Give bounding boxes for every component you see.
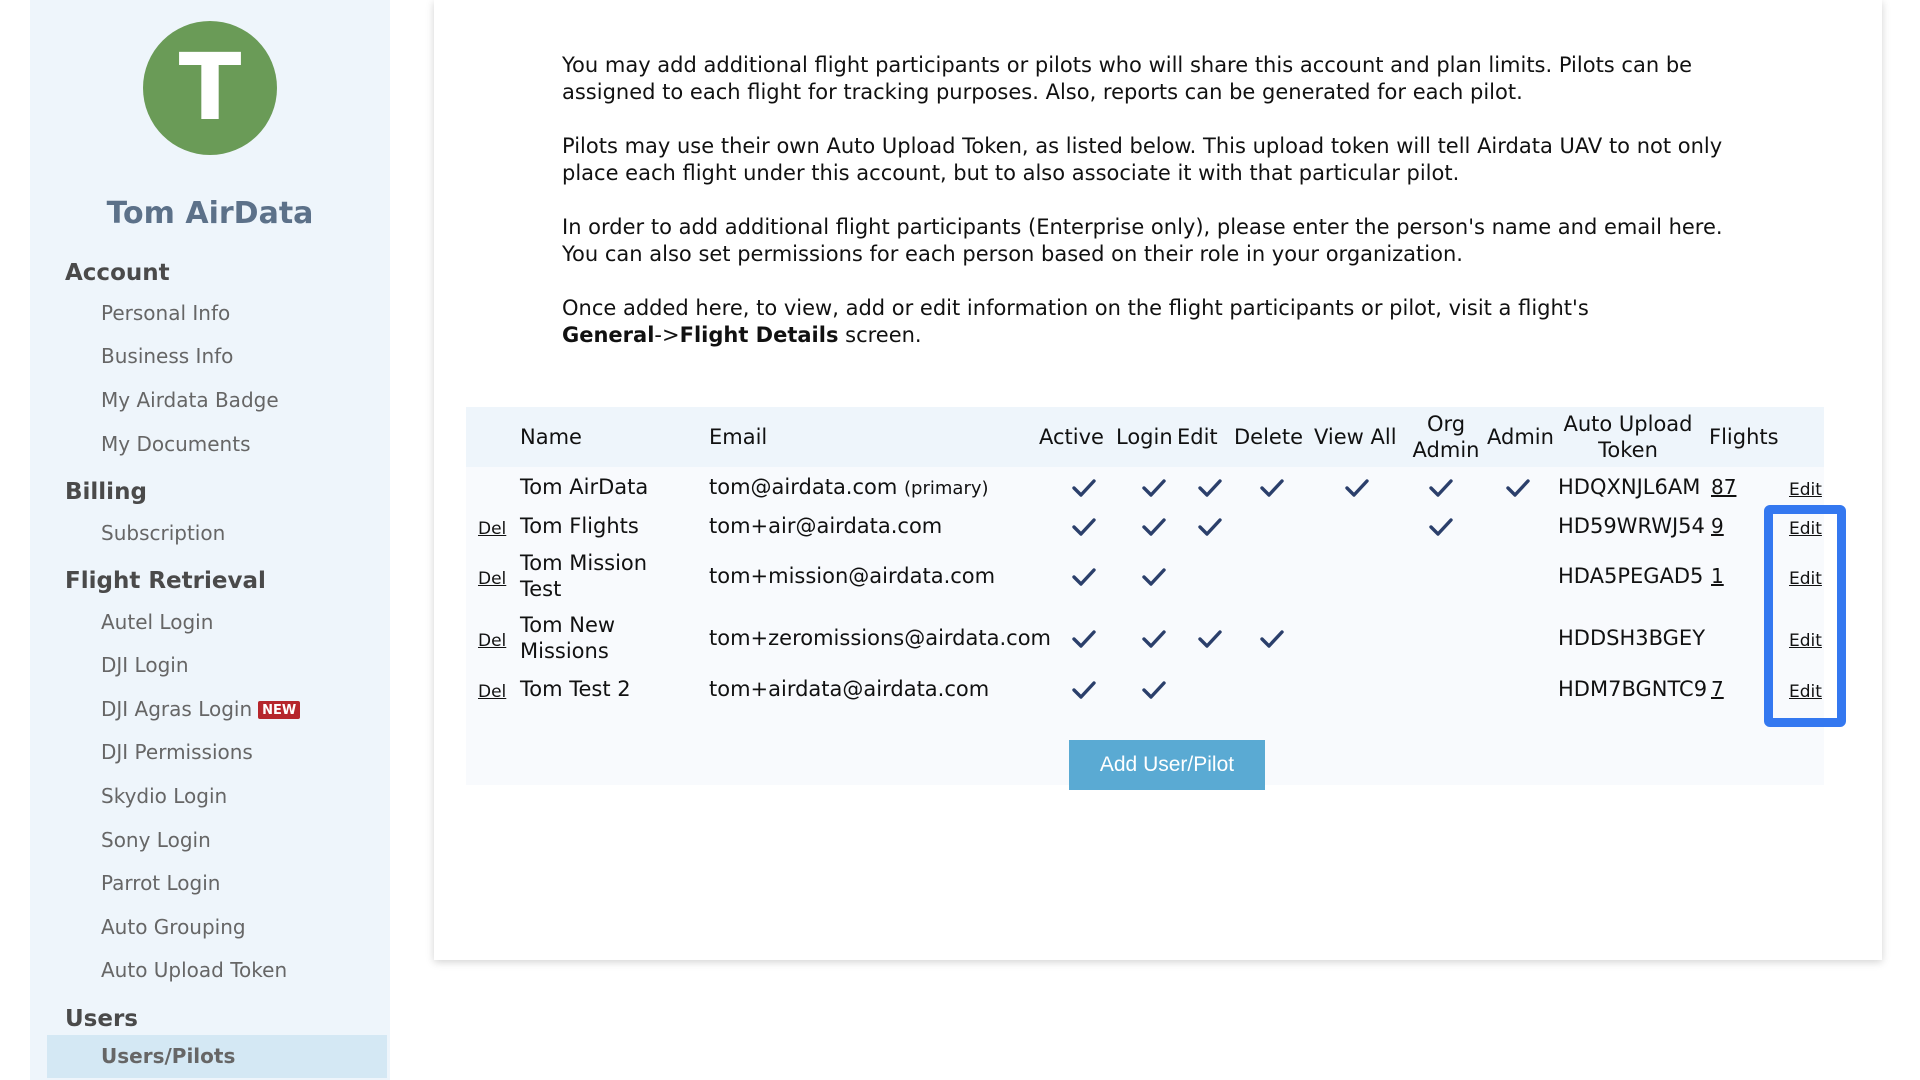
check-icon — [1197, 478, 1223, 498]
row-1-email — [709, 474, 989, 502]
delete-link[interactable]: Del — [478, 682, 507, 702]
header-login: Login — [1116, 425, 1173, 449]
general-label: General — [562, 323, 655, 347]
row-1-flights-link[interactable] — [1711, 474, 1736, 500]
row-2-del-link[interactable] — [478, 514, 506, 542]
row-5-token: HDM7BGNTC9 — [1558, 677, 1708, 701]
header-active: Active — [1039, 425, 1104, 449]
edit-link[interactable]: Edit — [1789, 480, 1822, 500]
row-5-email: tom+airdata@airdata.com — [709, 677, 990, 701]
check-icon — [1071, 567, 1097, 587]
sidebar-item-personal-info[interactable]: Personal Info — [101, 301, 231, 325]
row-3-name-line1: Tom Mission — [520, 551, 648, 575]
check-icon — [1071, 629, 1097, 649]
intro-text-span: screen. — [838, 323, 922, 347]
sidebar-item-users-pilots[interactable]: Users/Pilots — [47, 1035, 387, 1078]
delete-link[interactable]: Del — [478, 569, 507, 589]
sidebar-item-label: DJI Agras Login — [101, 697, 253, 721]
check-icon — [1071, 517, 1097, 537]
arrow-text: -> — [654, 323, 680, 347]
row-3-email: tom+mission@airdata.com — [709, 564, 996, 588]
primary-label: (primary) — [904, 478, 989, 499]
row-5-del-link[interactable] — [478, 677, 506, 705]
header-org-admin-line2: Admin — [1412, 438, 1480, 462]
row-5-name: Tom Test 2 — [520, 677, 631, 701]
delete-link[interactable]: Del — [478, 519, 507, 539]
intro-paragraph: You may add additional flight participants or pilots who will share this account and plan limits. Pilots can be assigned to each flight for tracking purposes. Also, reports can be generated for each pilot. — [562, 53, 1693, 104]
sidebar-item-parrot-login[interactable]: Parrot Login — [101, 871, 221, 895]
header-admin: Admin — [1487, 425, 1554, 449]
row-1-email-text: tom@airdata.com — [709, 475, 898, 499]
section-title-billing: Billing — [65, 479, 147, 505]
new-badge: NEW — [258, 701, 300, 719]
row-2-email: tom+air@airdata.com — [709, 514, 943, 538]
check-icon — [1428, 517, 1454, 537]
row-2-flights-link[interactable] — [1711, 513, 1724, 539]
row-5-flights-link[interactable] — [1711, 676, 1724, 702]
intro-text — [562, 52, 1762, 376]
row-3-token: HDA5PEGAD5 — [1558, 564, 1704, 588]
flights-count[interactable]: 1 — [1711, 564, 1724, 588]
avatar[interactable]: T — [143, 21, 277, 155]
intro-text-span: Once added here, to view, add or edit information on the flight participants or pilot, visit a flight's — [562, 296, 1589, 320]
flights-count[interactable]: 87 — [1711, 475, 1737, 499]
edit-column-highlight — [1764, 505, 1846, 727]
header-auto-upload-token — [1558, 411, 1698, 463]
row-4-del-link[interactable] — [478, 626, 506, 654]
row-4-name-line2: Missions — [520, 639, 609, 663]
check-icon — [1071, 478, 1097, 498]
header-email: Email — [709, 425, 768, 449]
check-icon — [1197, 517, 1223, 537]
delete-link[interactable]: Del — [478, 631, 507, 651]
header-org-admin — [1411, 411, 1481, 463]
row-1-token: HDQXNJL6AM — [1558, 475, 1701, 499]
row-3-name — [520, 550, 647, 602]
intro-paragraph: Pilots may use their own Auto Upload Token, as listed below. This upload token will tell Airdata UAV to not only place each flight under this account, but to also associate it with that particular pilot. — [562, 134, 1723, 185]
row-1-name: Tom AirData — [520, 475, 649, 499]
row-4-name-line1: Tom New — [520, 613, 616, 637]
sidebar-item-dji-agras-login[interactable] — [101, 697, 300, 721]
sidebar-item-auto-upload-token[interactable]: Auto Upload Token — [101, 958, 288, 982]
intro-paragraph: In order to add additional flight participants (Enterprise only), please enter the person's name and email here. You can also set permissions for each person based on their role in your organization. — [562, 215, 1723, 266]
check-icon — [1141, 567, 1167, 587]
check-icon — [1141, 629, 1167, 649]
users-table — [466, 407, 1824, 785]
check-icon — [1141, 680, 1167, 700]
check-icon — [1344, 478, 1370, 498]
flights-count[interactable]: 9 — [1711, 514, 1724, 538]
flights-count[interactable]: 7 — [1711, 677, 1724, 701]
sidebar — [30, 0, 390, 1080]
row-1-edit-link[interactable] — [1789, 475, 1822, 503]
edit-link[interactable]: Edit — [1789, 631, 1822, 651]
intro-paragraph — [562, 295, 1762, 349]
row-3-flights-link[interactable] — [1711, 563, 1724, 589]
header-edit: Edit — [1177, 425, 1218, 449]
edit-link[interactable]: Edit — [1789, 569, 1822, 589]
sidebar-item-sony-login[interactable]: Sony Login — [101, 828, 211, 852]
row-3-del-link[interactable] — [478, 564, 506, 592]
header-token-line2: Token — [1598, 438, 1658, 462]
sidebar-item-business-info[interactable]: Business Info — [101, 344, 234, 368]
row-4-email: tom+zeromissions@airdata.com — [709, 626, 1051, 650]
row-3-name-line2: Test — [520, 577, 562, 601]
sidebar-item-autel-login[interactable]: Autel Login — [101, 610, 214, 634]
header-flights: Flights — [1709, 425, 1779, 449]
check-icon — [1141, 478, 1167, 498]
sidebar-item-airdata-badge[interactable]: My Airdata Badge — [101, 388, 279, 412]
row-4-token: HDDSH3BGEY — [1558, 626, 1706, 650]
table-header — [466, 407, 1824, 467]
sidebar-item-dji-permissions[interactable]: DJI Permissions — [101, 740, 253, 764]
row-2-token: HD59WRWJ54 — [1558, 514, 1705, 538]
section-title-account: Account — [65, 260, 170, 286]
header-org-admin-line1: Org — [1426, 412, 1466, 436]
check-icon — [1071, 680, 1097, 700]
sidebar-item-auto-grouping[interactable]: Auto Grouping — [101, 915, 246, 939]
edit-link[interactable]: Edit — [1789, 519, 1822, 539]
header-view-all: View All — [1314, 425, 1397, 449]
profile-name: Tom AirData — [106, 196, 314, 231]
flight-details-label: Flight Details — [679, 323, 839, 347]
check-icon — [1428, 478, 1454, 498]
header-token-line1: Auto Upload — [1563, 412, 1693, 436]
edit-link[interactable]: Edit — [1789, 682, 1822, 702]
check-icon — [1259, 478, 1285, 498]
sidebar-item-documents[interactable]: My Documents — [101, 432, 251, 456]
check-icon — [1197, 629, 1223, 649]
section-title-flight-retrieval: Flight Retrieval — [65, 568, 266, 594]
add-user-pilot-button[interactable]: Add User/Pilot — [1069, 740, 1265, 790]
sidebar-item-subscription[interactable]: Subscription — [101, 521, 226, 545]
header-name: Name — [520, 425, 582, 449]
sidebar-item-skydio-login[interactable]: Skydio Login — [101, 784, 228, 808]
check-icon — [1259, 629, 1285, 649]
check-icon — [1505, 478, 1531, 498]
section-title-users: Users — [65, 1006, 138, 1032]
row-2-name: Tom Flights — [520, 514, 639, 538]
row-4-name — [520, 612, 615, 664]
check-icon — [1141, 517, 1167, 537]
header-delete: Delete — [1234, 425, 1303, 449]
sidebar-item-dji-login[interactable]: DJI Login — [101, 653, 189, 677]
